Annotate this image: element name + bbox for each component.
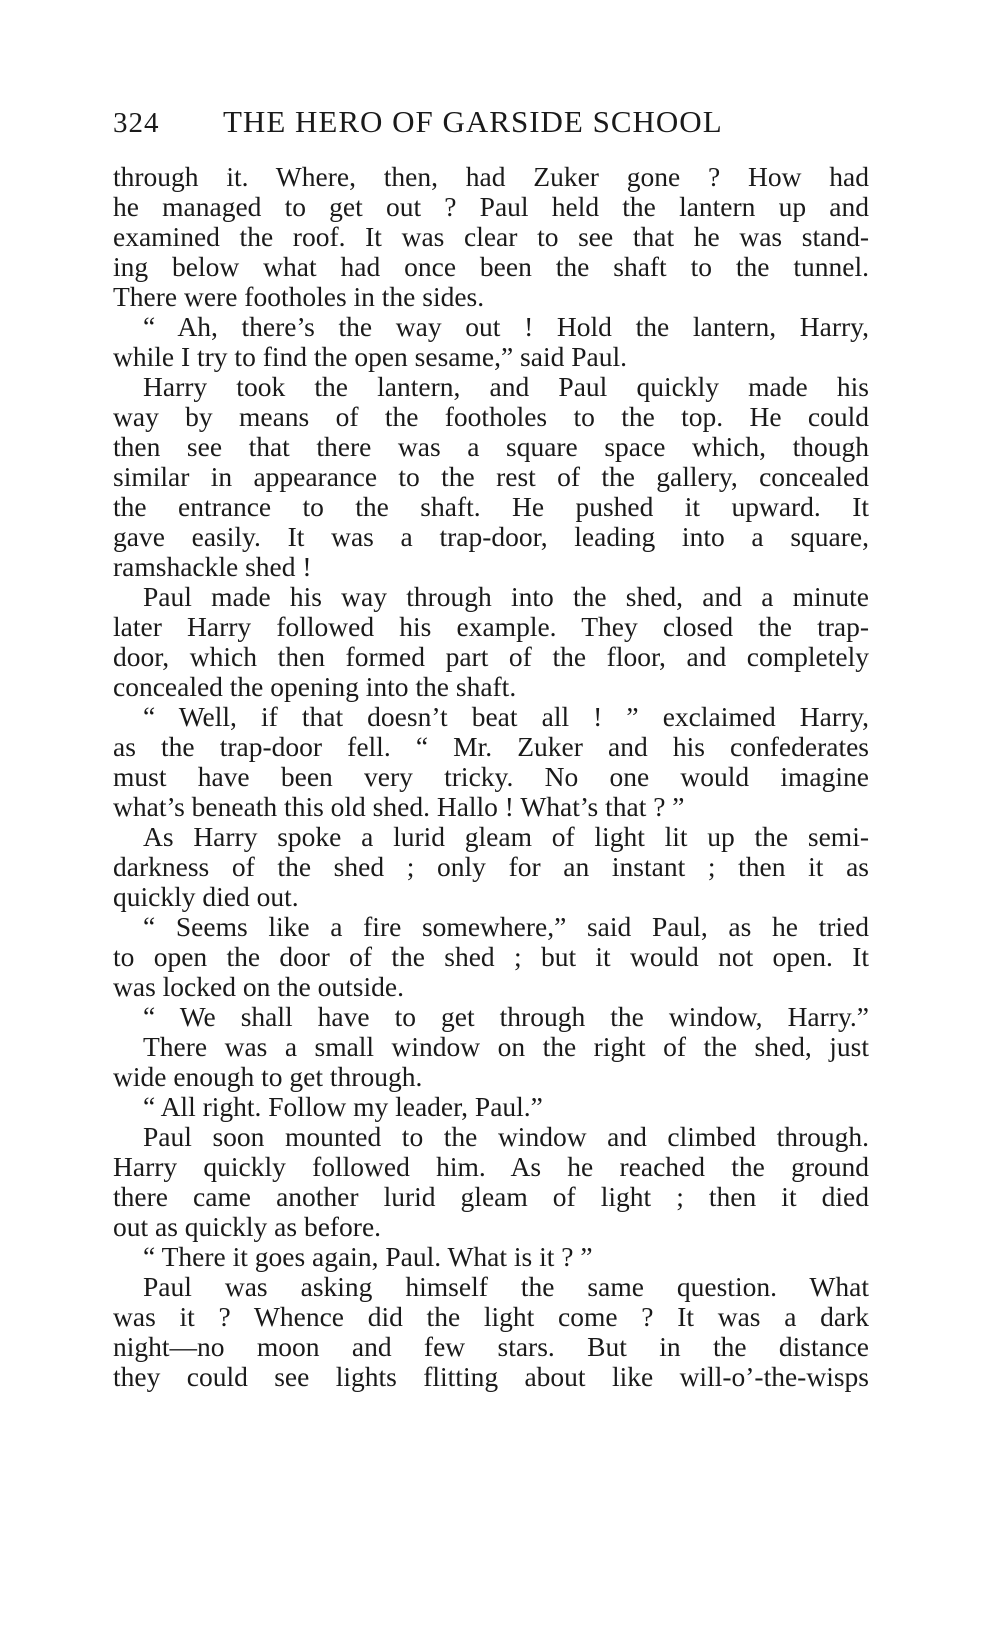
text-line: wide enough to get through. bbox=[113, 1061, 423, 1092]
text-line: there came another lurid gleam of light ; then it died bbox=[113, 1181, 869, 1212]
running-title: THE HERO OF GARSIDE SCHOOL bbox=[223, 104, 723, 139]
text-line: There were footholes in the sides. bbox=[113, 281, 485, 312]
text-line: the entrance to the shaft. He pushed it upward. It bbox=[113, 491, 869, 522]
text-line: later Harry followed his example. They closed the trap- bbox=[113, 611, 869, 642]
page-number: 324 bbox=[113, 107, 160, 139]
text-line: “ We shall have to get through the window, Harry.” bbox=[143, 1001, 869, 1032]
text-line: while I try to find the open sesame,” said Paul. bbox=[113, 341, 627, 372]
text-line: examined the roof. It was clear to see that he was stand- bbox=[113, 221, 869, 252]
text-line: Paul made his way through into the shed, and a minute bbox=[143, 581, 869, 612]
text-line: concealed the opening into the shaft. bbox=[113, 671, 517, 702]
text-line: gave easily. It was a trap-door, leading into a square, bbox=[113, 521, 869, 552]
text-line: ramshackle shed ! bbox=[113, 551, 312, 582]
text-line: as the trap-door fell. “ Mr. Zuker and his confederates bbox=[113, 731, 869, 762]
text-line: was locked on the outside. bbox=[113, 971, 404, 1002]
text-line: “ Seems like a fire somewhere,” said Paul, as he tried bbox=[143, 911, 869, 942]
running-header bbox=[113, 104, 883, 140]
text-line: darkness of the shed ; only for an instant ; then it as bbox=[113, 851, 869, 882]
text-line: ing below what had once been the shaft to the tunnel. bbox=[113, 251, 869, 282]
text-line: what’s beneath this old shed. Hallo ! What’s that ? ” bbox=[113, 791, 685, 822]
text-line: to open the door of the shed ; but it would not open. It bbox=[113, 941, 869, 972]
text-line: was it ? Whence did the light come ? It was a dark bbox=[113, 1301, 869, 1332]
text-line: “ There it goes again, Paul. What is it ? ” bbox=[143, 1241, 593, 1272]
text-line: “ Well, if that doesn’t beat all ! ” exclaimed Harry, bbox=[143, 701, 869, 732]
text-line: they could see lights flitting about like will-o’-the-wisps bbox=[113, 1361, 869, 1392]
body-text bbox=[113, 162, 869, 1392]
text-line: through it. Where, then, had Zuker gone ? How had bbox=[113, 161, 869, 192]
text-line: Paul was asking himself the same question. What bbox=[143, 1271, 869, 1302]
text-line: “ All right. Follow my leader, Paul.” bbox=[143, 1091, 543, 1122]
text-line: night—no moon and few stars. But in the distance bbox=[113, 1331, 869, 1362]
text-line: As Harry spoke a lurid gleam of light lit up the semi- bbox=[143, 821, 869, 852]
text-line: out as quickly as before. bbox=[113, 1211, 382, 1242]
text-line: must have been very tricky. No one would imagine bbox=[113, 761, 869, 792]
text-line: Paul soon mounted to the window and climbed through. bbox=[143, 1121, 869, 1152]
text-line: quickly died out. bbox=[113, 881, 299, 912]
text-line: door, which then formed part of the floor, and completely bbox=[113, 641, 869, 672]
text-line: “ Ah, there’s the way out ! Hold the lantern, Harry, bbox=[143, 311, 869, 342]
text-line: Harry quickly followed him. As he reached the ground bbox=[113, 1151, 869, 1182]
text-line: Harry took the lantern, and Paul quickly made his bbox=[143, 371, 869, 402]
text-line: There was a small window on the right of the shed, just bbox=[143, 1031, 869, 1062]
text-line: similar in appearance to the rest of the gallery, concealed bbox=[113, 461, 869, 492]
text-line: he managed to get out ? Paul held the lantern up and bbox=[113, 191, 869, 222]
text-line: then see that there was a square space which, though bbox=[113, 431, 869, 462]
text-line: way by means of the footholes to the top. He could bbox=[113, 401, 869, 432]
